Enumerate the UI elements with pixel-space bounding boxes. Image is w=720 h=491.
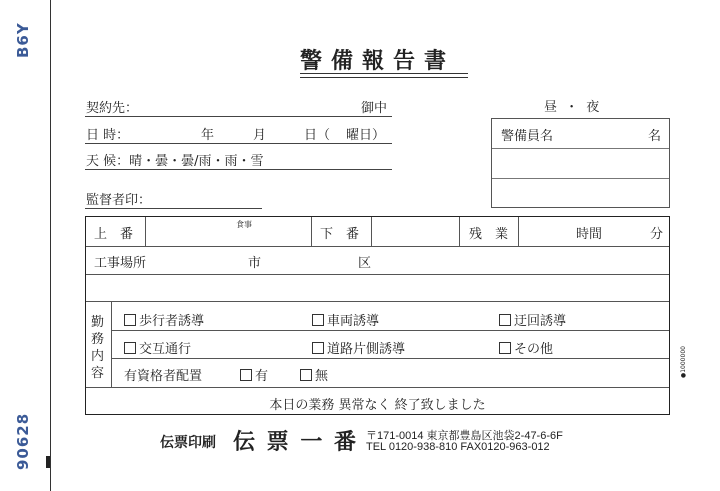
minutes-label: 分 [649, 227, 663, 242]
row-line [86, 387, 669, 388]
duty-option-5[interactable]: 道路片側誘導 [312, 338, 405, 357]
side-note: ●1000000 [680, 346, 687, 378]
guard-unit: 名 [647, 129, 661, 144]
duty-option-3[interactable]: 迂回誘導 [499, 310, 566, 329]
checkbox[interactable] [240, 369, 252, 381]
duty-char-2: 務 [91, 332, 105, 347]
checkbox[interactable] [312, 314, 324, 326]
duty-option-1[interactable]: 歩行者誘導 [124, 310, 204, 329]
col-line [518, 217, 519, 246]
checkbox[interactable] [124, 314, 136, 326]
meal-label: 食事 [236, 220, 252, 229]
guard-box [491, 118, 670, 208]
brand-logo: 伝 票 一 番 [233, 430, 358, 455]
contract-line [85, 116, 392, 117]
contract-suffix: 御中 [361, 101, 388, 116]
duty-option-2[interactable]: 車両誘導 [312, 310, 379, 329]
qualified-yes[interactable]: 有 [240, 365, 268, 384]
guard-row-line [492, 178, 669, 179]
checkbox[interactable] [124, 342, 136, 354]
month-label: 月 [253, 128, 267, 143]
site-label: 工事場所 [94, 256, 147, 271]
title-underline [300, 73, 468, 74]
day-label: 日（ [304, 128, 331, 143]
weather-line [85, 169, 392, 170]
up-label: 上 番 [94, 227, 134, 242]
duty-col-line [111, 301, 112, 387]
guard-row-line [492, 148, 669, 149]
weather-field: 天 候：晴・曇・曇/雨・雨・雪 [86, 154, 264, 169]
checkbox[interactable] [312, 342, 324, 354]
left-margin [0, 0, 51, 491]
duty-char-1: 勤 [91, 315, 105, 330]
margin-tick [46, 456, 50, 468]
report-table [85, 216, 670, 415]
form-code-bottom: 90628 [14, 412, 32, 470]
contract-label: 契約先： [86, 101, 139, 116]
duty-char-4: 容 [91, 366, 105, 381]
qualified-label: 有資格者配置 [124, 369, 203, 384]
row-line [111, 358, 669, 359]
weekday-label: 曜日） [346, 128, 386, 143]
col-line [459, 217, 460, 246]
site-city: 市 [248, 256, 262, 271]
duty-option-6[interactable]: その他 [499, 338, 553, 357]
overtime-label: 残 業 [469, 227, 509, 242]
qualified-no[interactable]: 無 [300, 365, 328, 384]
supervisor-line [85, 208, 262, 209]
col-line [371, 217, 372, 246]
guard-label: 警備員名 [501, 129, 554, 144]
company-name: 伝票印刷 [160, 435, 216, 451]
company-contact: TEL 0120-938-810 FAX0120-963-012 [366, 441, 550, 453]
hours-label: 時間 [576, 227, 603, 242]
checkbox[interactable] [300, 369, 312, 381]
company-address: 〒171-0014 東京都豊島区池袋2-47-6-6F [366, 430, 563, 442]
form-title: 警備報告書 [300, 49, 456, 74]
row-line [86, 246, 669, 247]
closing-statement: 本日の業務 異常なく 終了致しました [269, 398, 486, 413]
duty-option-4[interactable]: 交互通行 [124, 338, 191, 357]
datetime-label: 日 時： [86, 128, 130, 143]
checkbox[interactable] [499, 314, 511, 326]
datetime-line [85, 143, 392, 144]
form-code-top: B6Y [14, 22, 32, 58]
day-night-selector: 昼 ・ 夜 [544, 100, 602, 115]
col-line [145, 217, 146, 246]
checkbox[interactable] [499, 342, 511, 354]
title-underline-2 [300, 77, 468, 78]
supervisor-label: 監督者印： [86, 193, 152, 208]
col-line [311, 217, 312, 246]
row-line [86, 301, 669, 302]
duty-char-3: 内 [91, 349, 105, 364]
down-label: 下 番 [320, 227, 360, 242]
year-label: 年 [201, 128, 215, 143]
row-line [111, 330, 669, 331]
site-ward: 区 [358, 256, 372, 271]
row-line [86, 274, 669, 275]
